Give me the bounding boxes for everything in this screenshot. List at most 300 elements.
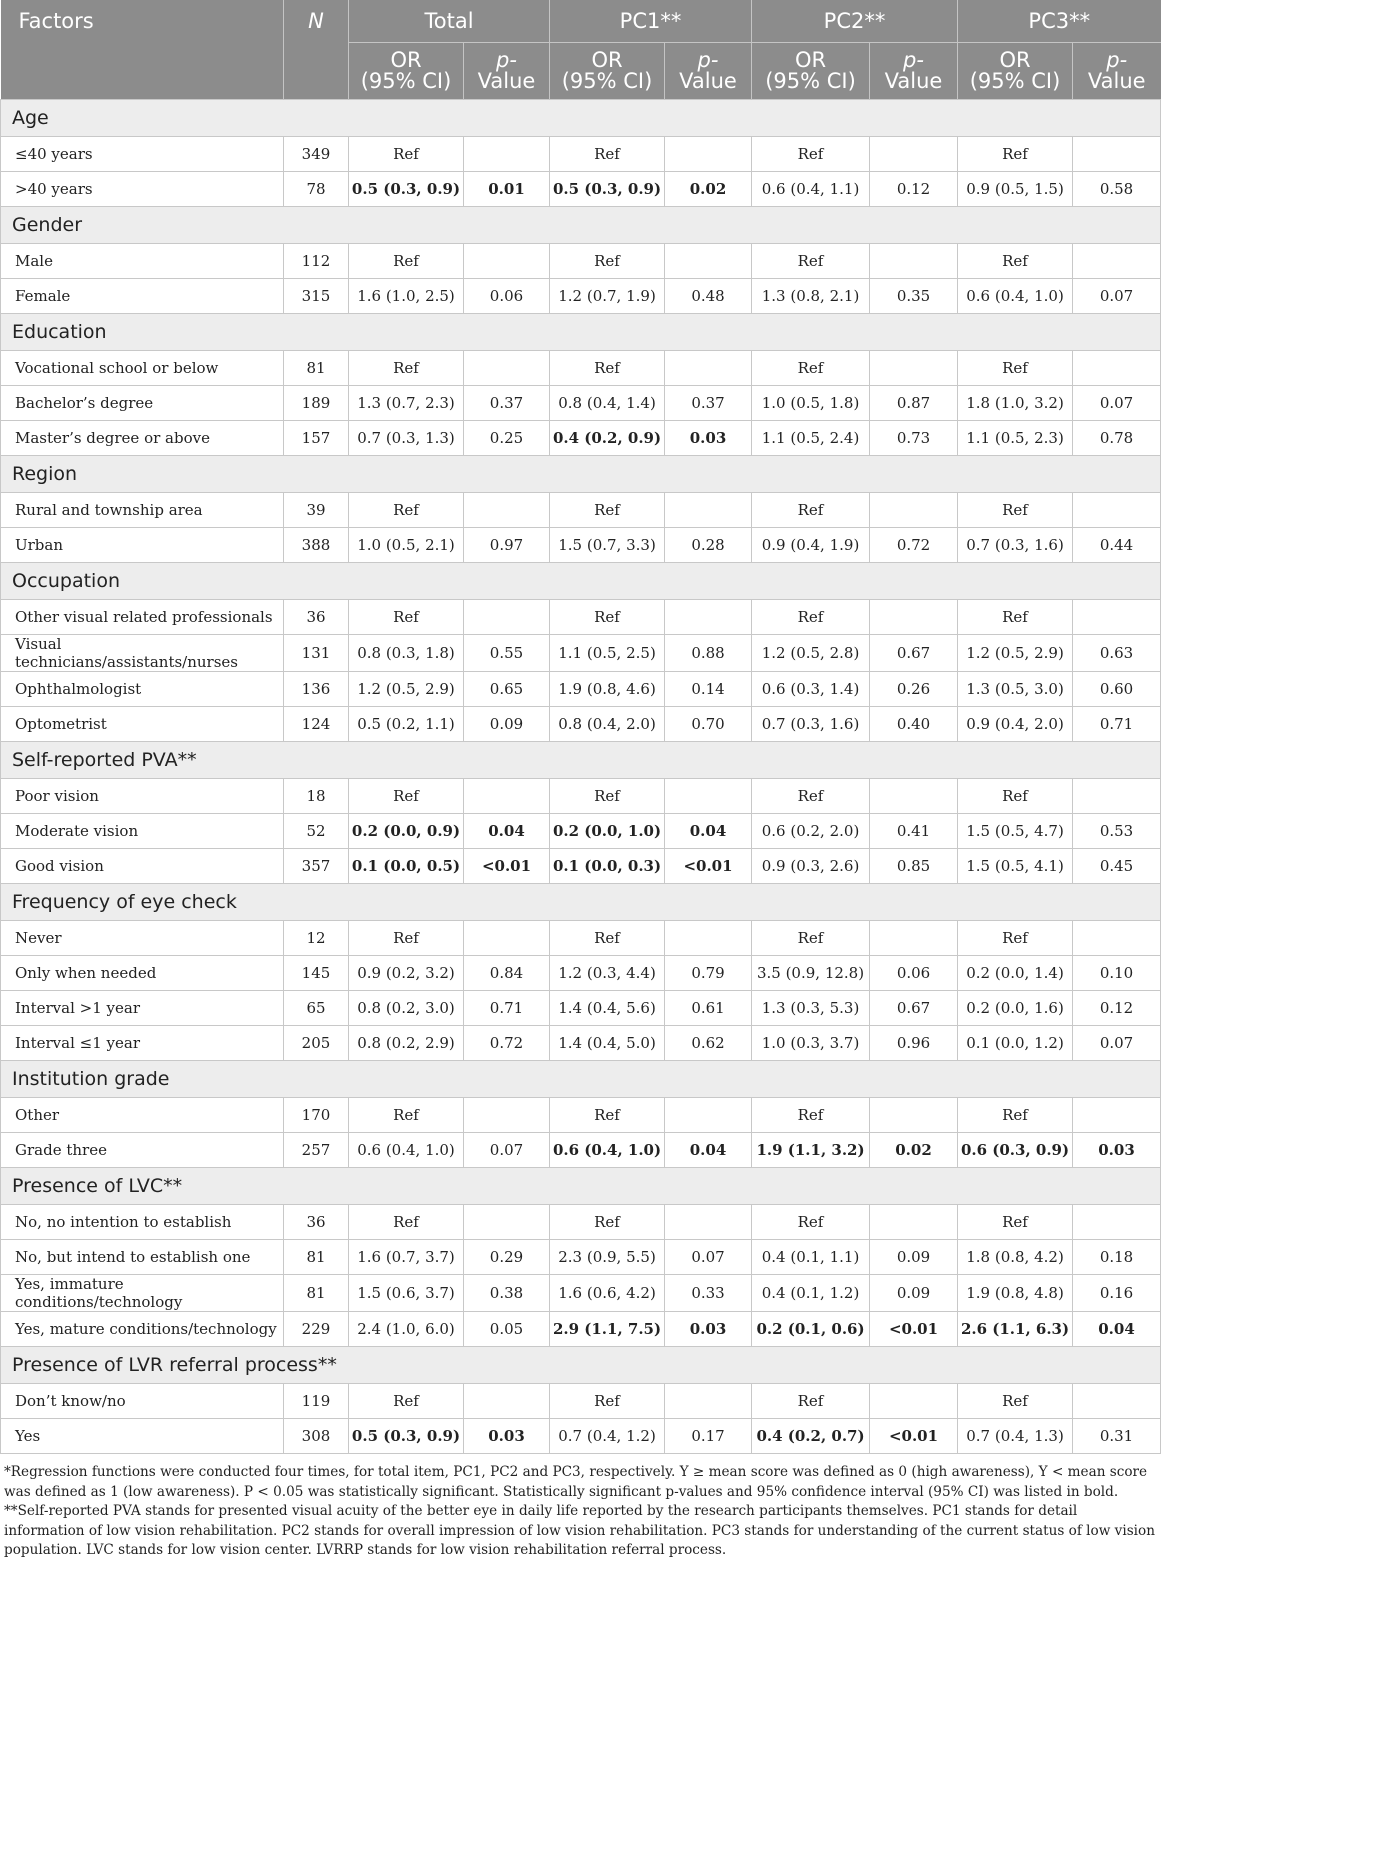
p-value-cell: 0.17 — [665, 1419, 752, 1454]
factor-label: Yes — [1, 1419, 284, 1454]
p-value-cell: <0.01 — [870, 1419, 958, 1454]
or-ci-cell: 0.7 (0.3, 1.6) — [958, 528, 1073, 563]
or-ci-cell: 0.8 (0.4, 1.4) — [550, 386, 665, 421]
p-value-cell — [1073, 1205, 1161, 1240]
p-value-cell: 0.04 — [665, 814, 752, 849]
table-row — [1, 1384, 1161, 1419]
category-title: Age — [1, 100, 1161, 137]
p-value-cell: 0.12 — [1073, 991, 1161, 1026]
or-ci-cell: 1.5 (0.5, 4.7) — [958, 814, 1073, 849]
or-ci-cell: 0.9 (0.2, 3.2) — [349, 956, 464, 991]
p-value-cell: 0.09 — [870, 1240, 958, 1275]
or-ci-cell: Ref — [958, 1098, 1073, 1133]
p-value-cell: 0.29 — [464, 1240, 550, 1275]
or-ci-cell: 0.2 (0.0, 1.6) — [958, 991, 1073, 1026]
p-value-cell: 0.45 — [1073, 849, 1161, 884]
or-ci-cell: Ref — [752, 600, 870, 635]
n-value: 65 — [284, 991, 349, 1026]
or-ci-cell: Ref — [752, 493, 870, 528]
or-ci-cell: 0.9 (0.3, 2.6) — [752, 849, 870, 884]
factor-label: Grade three — [1, 1133, 284, 1168]
or-ci-cell: Ref — [958, 779, 1073, 814]
or-ci-cell: 0.8 (0.2, 2.9) — [349, 1026, 464, 1061]
n-value: 12 — [284, 921, 349, 956]
or-ci-cell: 0.1 (0.0, 1.2) — [958, 1026, 1073, 1061]
or-ci-cell: 1.1 (0.5, 2.4) — [752, 421, 870, 456]
table-row — [1, 921, 1161, 956]
table-row — [1, 279, 1161, 314]
p-value-cell: 0.84 — [464, 956, 550, 991]
p-value-cell — [1073, 921, 1161, 956]
or-ci-cell: Ref — [752, 1384, 870, 1419]
or-ci-cell: 1.4 (0.4, 5.0) — [550, 1026, 665, 1061]
or-ci-cell: 1.6 (0.6, 4.2) — [550, 1275, 665, 1312]
table-row — [1, 1312, 1161, 1347]
p-value-cell — [870, 1205, 958, 1240]
or-ci-cell: 1.0 (0.5, 1.8) — [752, 386, 870, 421]
or-ci-cell: 0.1 (0.0, 0.5) — [349, 849, 464, 884]
table-row — [1, 1275, 1161, 1312]
p-value-cell: 0.71 — [464, 991, 550, 1026]
or-ci-cell: Ref — [958, 244, 1073, 279]
or-ci-cell: Ref — [958, 1384, 1073, 1419]
or-ci-cell: 2.3 (0.9, 5.5) — [550, 1240, 665, 1275]
category-title: Region — [1, 456, 1161, 493]
factor-label: Vocational school or below — [1, 351, 284, 386]
factor-label: Other — [1, 1098, 284, 1133]
factor-label: Optometrist — [1, 707, 284, 742]
or-ci-cell: 3.5 (0.9, 12.8) — [752, 956, 870, 991]
or-ci-cell: 0.4 (0.2, 0.9) — [550, 421, 665, 456]
factor-label: Rural and township area — [1, 493, 284, 528]
factor-label: No, no intention to establish — [1, 1205, 284, 1240]
p-value-cell: 0.38 — [464, 1275, 550, 1312]
table-row — [1, 814, 1161, 849]
or-ci-cell: Ref — [958, 493, 1073, 528]
or-ci-cell: 1.9 (1.1, 3.2) — [752, 1133, 870, 1168]
footnote-2: **Self-reported PVA stands for presented visual acuity of the better eye in daily life reported by the research participants themselves. PC1 stands for detail information of low vision rehabilitation. PC2 stands for overall impression of low vision rehabilitation. PC3 stands for understanding of the current status of low vision population. LVC stands for low vision center. LVRRP stands for low vision rehabilitation referral process. — [4, 1503, 1155, 1559]
or-ci-cell: Ref — [752, 351, 870, 386]
or-ci-cell: Ref — [958, 1205, 1073, 1240]
or-ci-cell: 2.4 (1.0, 6.0) — [349, 1312, 464, 1347]
or-ci-cell: Ref — [752, 244, 870, 279]
or-ci-cell: Ref — [752, 137, 870, 172]
or-ci-cell: Ref — [550, 351, 665, 386]
table-row — [1, 672, 1161, 707]
factor-label: Visual technicians/assistants/nurses — [1, 635, 284, 672]
or-ci-cell: 1.5 (0.6, 3.7) — [349, 1275, 464, 1312]
or-ci-cell: 1.2 (0.5, 2.9) — [349, 672, 464, 707]
p-value-cell: 0.04 — [665, 1133, 752, 1168]
category-row — [1, 742, 1161, 779]
or-ci-cell: Ref — [550, 921, 665, 956]
or-ci-cell: Ref — [550, 600, 665, 635]
table-row — [1, 1026, 1161, 1061]
table-row — [1, 707, 1161, 742]
or-ci-cell: 0.8 (0.2, 3.0) — [349, 991, 464, 1026]
p-value-cell — [665, 600, 752, 635]
or-ci-cell: 1.6 (1.0, 2.5) — [349, 279, 464, 314]
p-value-cell: 0.07 — [1073, 1026, 1161, 1061]
p-value-cell: 0.28 — [665, 528, 752, 563]
or-ci-cell: 0.2 (0.0, 0.9) — [349, 814, 464, 849]
p-value-cell: 0.71 — [1073, 707, 1161, 742]
p-value-cell — [464, 244, 550, 279]
p-value-cell: 0.60 — [1073, 672, 1161, 707]
or-ci-cell: 1.9 (0.8, 4.6) — [550, 672, 665, 707]
or-ci-cell: 0.9 (0.4, 2.0) — [958, 707, 1073, 742]
factor-label: Poor vision — [1, 779, 284, 814]
p-value-cell — [1073, 1384, 1161, 1419]
or-ci-cell: 0.6 (0.4, 1.0) — [349, 1133, 464, 1168]
p-value-cell: 0.85 — [870, 849, 958, 884]
table-row — [1, 1098, 1161, 1133]
p-value-cell: 0.31 — [1073, 1419, 1161, 1454]
p-value-cell: 0.78 — [1073, 421, 1161, 456]
or-ci-cell: Ref — [349, 779, 464, 814]
p-value-cell: 0.07 — [1073, 386, 1161, 421]
table-row — [1, 351, 1161, 386]
or-ci-cell: 2.6 (1.1, 6.3) — [958, 1312, 1073, 1347]
p-value-cell — [464, 600, 550, 635]
or-ci-cell: Ref — [958, 600, 1073, 635]
p-value-cell — [870, 1384, 958, 1419]
p-value-cell: 0.55 — [464, 635, 550, 672]
p-value-cell: <0.01 — [870, 1312, 958, 1347]
p-value-cell: <0.01 — [665, 849, 752, 884]
p-value-cell: 0.18 — [1073, 1240, 1161, 1275]
category-row — [1, 1168, 1161, 1205]
factor-label: >40 years — [1, 172, 284, 207]
or-ci-cell: Ref — [958, 351, 1073, 386]
or-ci-cell: Ref — [550, 1205, 665, 1240]
or-ci-cell: 0.6 (0.4, 1.0) — [550, 1133, 665, 1168]
or-ci-cell: 0.8 (0.3, 1.8) — [349, 635, 464, 672]
factor-label: Urban — [1, 528, 284, 563]
p-value-cell — [870, 493, 958, 528]
category-title: Frequency of eye check — [1, 884, 1161, 921]
header-or-ci: OR (95% CI) — [752, 43, 870, 100]
table-row — [1, 1240, 1161, 1275]
p-value-cell — [464, 1384, 550, 1419]
or-ci-cell: Ref — [349, 244, 464, 279]
header-group-pc1: PC1** — [550, 0, 752, 43]
header-factors-blank — [1, 43, 284, 100]
table-footnotes — [4, 1463, 1158, 1561]
or-ci-cell: 0.5 (0.3, 0.9) — [349, 172, 464, 207]
p-value-cell: 0.07 — [1073, 279, 1161, 314]
or-ci-cell: 0.5 (0.2, 1.1) — [349, 707, 464, 742]
header-or-ci: OR (95% CI) — [349, 43, 464, 100]
table-header — [1, 0, 1161, 100]
p-value-cell — [464, 1098, 550, 1133]
p-value-cell: 0.26 — [870, 672, 958, 707]
or-ci-cell: 0.6 (0.4, 1.1) — [752, 172, 870, 207]
category-title: Occupation — [1, 563, 1161, 600]
or-ci-cell: 0.4 (0.1, 1.2) — [752, 1275, 870, 1312]
p-value-cell: 0.09 — [870, 1275, 958, 1312]
or-ci-cell: 1.8 (1.0, 3.2) — [958, 386, 1073, 421]
p-value-cell — [1073, 779, 1161, 814]
or-ci-cell: Ref — [550, 493, 665, 528]
factor-label: ≤40 years — [1, 137, 284, 172]
n-value: 36 — [284, 600, 349, 635]
category-title: Presence of LVC** — [1, 1168, 1161, 1205]
p-value-cell: 0.48 — [665, 279, 752, 314]
p-value-cell: 0.53 — [1073, 814, 1161, 849]
category-row — [1, 456, 1161, 493]
header-p-value: p- Value — [870, 43, 958, 100]
p-value-cell — [464, 137, 550, 172]
table-row — [1, 386, 1161, 421]
p-value-cell: <0.01 — [464, 849, 550, 884]
category-row — [1, 1061, 1161, 1098]
or-ci-cell: 1.4 (0.4, 5.6) — [550, 991, 665, 1026]
p-value-cell — [665, 137, 752, 172]
p-value-cell — [1073, 351, 1161, 386]
category-title: Institution grade — [1, 1061, 1161, 1098]
p-value-cell: 0.72 — [464, 1026, 550, 1061]
n-value: 36 — [284, 1205, 349, 1240]
or-ci-cell: 0.1 (0.0, 0.3) — [550, 849, 665, 884]
or-ci-cell: 0.8 (0.4, 2.0) — [550, 707, 665, 742]
category-title: Presence of LVR referral process** — [1, 1347, 1161, 1384]
n-value: 18 — [284, 779, 349, 814]
p-value-cell: 0.02 — [665, 172, 752, 207]
p-value-cell: 0.05 — [464, 1312, 550, 1347]
p-value-cell: 0.03 — [665, 1312, 752, 1347]
category-title: Gender — [1, 207, 1161, 244]
table-body — [1, 100, 1161, 1454]
n-value: 81 — [284, 351, 349, 386]
p-value-cell: 0.09 — [464, 707, 550, 742]
or-ci-cell: 1.0 (0.5, 2.1) — [349, 528, 464, 563]
table-row — [1, 991, 1161, 1026]
n-value: 189 — [284, 386, 349, 421]
factor-label: Never — [1, 921, 284, 956]
factor-label: No, but intend to establish one — [1, 1240, 284, 1275]
or-ci-cell: Ref — [349, 600, 464, 635]
p-value-cell — [665, 921, 752, 956]
or-ci-cell: Ref — [752, 1098, 870, 1133]
factor-label: Good vision — [1, 849, 284, 884]
p-value-cell — [665, 1384, 752, 1419]
or-ci-cell: 0.5 (0.3, 0.9) — [349, 1419, 464, 1454]
or-ci-cell: Ref — [752, 921, 870, 956]
or-ci-cell: 1.8 (0.8, 4.2) — [958, 1240, 1073, 1275]
or-ci-cell: Ref — [349, 493, 464, 528]
or-ci-cell: Ref — [550, 1384, 665, 1419]
header-p-value: p- Value — [665, 43, 752, 100]
p-value-cell — [870, 137, 958, 172]
or-ci-cell: Ref — [349, 921, 464, 956]
p-value-cell — [1073, 1098, 1161, 1133]
or-ci-cell: Ref — [349, 137, 464, 172]
p-value-cell: 0.72 — [870, 528, 958, 563]
category-title: Self-reported PVA** — [1, 742, 1161, 779]
p-value-cell — [870, 600, 958, 635]
factor-label: Don’t know/no — [1, 1384, 284, 1419]
or-ci-cell: Ref — [550, 1098, 665, 1133]
or-ci-cell: Ref — [752, 1205, 870, 1240]
category-row — [1, 207, 1161, 244]
or-ci-cell: 0.5 (0.3, 0.9) — [550, 172, 665, 207]
p-value-cell: 0.01 — [464, 172, 550, 207]
n-value: 157 — [284, 421, 349, 456]
p-value-cell: 0.03 — [464, 1419, 550, 1454]
p-value-cell: 0.70 — [665, 707, 752, 742]
p-value-cell — [464, 351, 550, 386]
p-value-cell: 0.37 — [464, 386, 550, 421]
p-value-cell: 0.03 — [1073, 1133, 1161, 1168]
table-row — [1, 779, 1161, 814]
p-value-cell — [1073, 137, 1161, 172]
or-ci-cell: Ref — [958, 137, 1073, 172]
n-value: 308 — [284, 1419, 349, 1454]
n-value: 170 — [284, 1098, 349, 1133]
or-ci-cell: 0.7 (0.3, 1.3) — [349, 421, 464, 456]
or-ci-cell: Ref — [550, 244, 665, 279]
or-ci-cell: Ref — [550, 137, 665, 172]
or-ci-cell: 0.2 (0.1, 0.6) — [752, 1312, 870, 1347]
or-ci-cell: Ref — [349, 351, 464, 386]
p-value-cell: 0.04 — [464, 814, 550, 849]
p-value-cell — [870, 1098, 958, 1133]
or-ci-cell: Ref — [349, 1384, 464, 1419]
or-ci-cell: 1.2 (0.5, 2.8) — [752, 635, 870, 672]
factor-label: Master’s degree or above — [1, 421, 284, 456]
p-value-cell: 0.40 — [870, 707, 958, 742]
p-value-cell: 0.35 — [870, 279, 958, 314]
n-value: 145 — [284, 956, 349, 991]
table-row — [1, 528, 1161, 563]
p-value-cell — [1073, 244, 1161, 279]
n-value: 136 — [284, 672, 349, 707]
n-value: 257 — [284, 1133, 349, 1168]
table-row — [1, 1419, 1161, 1454]
table-row — [1, 635, 1161, 672]
or-ci-cell: Ref — [958, 921, 1073, 956]
n-value: 124 — [284, 707, 349, 742]
p-value-cell: 0.63 — [1073, 635, 1161, 672]
n-value: 81 — [284, 1240, 349, 1275]
factor-label: Female — [1, 279, 284, 314]
factor-label: Other visual related professionals — [1, 600, 284, 635]
p-value-cell: 0.10 — [1073, 956, 1161, 991]
header-group-pc3: PC3** — [958, 0, 1161, 43]
p-value-cell: 0.02 — [870, 1133, 958, 1168]
category-row — [1, 563, 1161, 600]
n-value: 78 — [284, 172, 349, 207]
p-value-cell — [870, 244, 958, 279]
n-value: 119 — [284, 1384, 349, 1419]
p-value-cell: 0.87 — [870, 386, 958, 421]
p-value-cell — [870, 351, 958, 386]
table-row — [1, 137, 1161, 172]
or-ci-cell: 1.9 (0.8, 4.8) — [958, 1275, 1073, 1312]
or-ci-cell: 0.9 (0.5, 1.5) — [958, 172, 1073, 207]
n-value: 81 — [284, 1275, 349, 1312]
or-ci-cell: 1.3 (0.8, 2.1) — [752, 279, 870, 314]
category-row — [1, 1347, 1161, 1384]
category-title: Education — [1, 314, 1161, 351]
n-value: 357 — [284, 849, 349, 884]
p-value-cell: 0.97 — [464, 528, 550, 563]
n-value: 205 — [284, 1026, 349, 1061]
p-value-cell: 0.33 — [665, 1275, 752, 1312]
header-p-value: p- Value — [464, 43, 550, 100]
or-ci-cell: 1.5 (0.7, 3.3) — [550, 528, 665, 563]
or-ci-cell: 1.3 (0.5, 3.0) — [958, 672, 1073, 707]
or-ci-cell: 0.2 (0.0, 1.4) — [958, 956, 1073, 991]
or-ci-cell: 1.1 (0.5, 2.3) — [958, 421, 1073, 456]
p-value-cell: 0.41 — [870, 814, 958, 849]
or-ci-cell: Ref — [349, 1205, 464, 1240]
p-value-cell — [1073, 493, 1161, 528]
n-value: 52 — [284, 814, 349, 849]
table-row — [1, 172, 1161, 207]
category-row — [1, 884, 1161, 921]
p-value-cell — [464, 921, 550, 956]
category-row — [1, 100, 1161, 137]
or-ci-cell: 0.6 (0.3, 0.9) — [958, 1133, 1073, 1168]
p-value-cell: 0.79 — [665, 956, 752, 991]
p-value-cell — [665, 1205, 752, 1240]
table-row — [1, 421, 1161, 456]
n-value: 112 — [284, 244, 349, 279]
p-value-cell: 0.61 — [665, 991, 752, 1026]
p-value-cell — [464, 1205, 550, 1240]
p-value-cell: 0.37 — [665, 386, 752, 421]
p-value-cell: 0.14 — [665, 672, 752, 707]
or-ci-cell: 0.7 (0.4, 1.2) — [550, 1419, 665, 1454]
or-ci-cell: 1.2 (0.3, 4.4) — [550, 956, 665, 991]
factor-label: Ophthalmologist — [1, 672, 284, 707]
p-value-cell — [870, 779, 958, 814]
p-value-cell — [665, 779, 752, 814]
n-value: 388 — [284, 528, 349, 563]
or-ci-cell: Ref — [752, 779, 870, 814]
or-ci-cell: Ref — [349, 1098, 464, 1133]
p-value-cell — [665, 351, 752, 386]
header-factors: Factors — [1, 0, 284, 43]
or-ci-cell: 0.7 (0.4, 1.3) — [958, 1419, 1073, 1454]
p-value-cell: 0.44 — [1073, 528, 1161, 563]
or-ci-cell: 1.2 (0.5, 2.9) — [958, 635, 1073, 672]
table-row — [1, 849, 1161, 884]
table-row — [1, 956, 1161, 991]
p-value-cell: 0.06 — [464, 279, 550, 314]
or-ci-cell: 0.4 (0.1, 1.1) — [752, 1240, 870, 1275]
n-value: 131 — [284, 635, 349, 672]
factor-label: Bachelor’s degree — [1, 386, 284, 421]
p-value-cell: 0.07 — [665, 1240, 752, 1275]
header-n-blank — [284, 43, 349, 100]
p-value-cell — [665, 1098, 752, 1133]
factor-label: Yes, immature conditions/technology — [1, 1275, 284, 1312]
or-ci-cell: 0.6 (0.3, 1.4) — [752, 672, 870, 707]
n-value: 349 — [284, 137, 349, 172]
p-value-cell — [1073, 600, 1161, 635]
category-row — [1, 314, 1161, 351]
p-value-cell: 0.65 — [464, 672, 550, 707]
p-value-cell: 0.96 — [870, 1026, 958, 1061]
or-ci-cell: 1.2 (0.7, 1.9) — [550, 279, 665, 314]
table-row — [1, 493, 1161, 528]
or-ci-cell: 0.6 (0.2, 2.0) — [752, 814, 870, 849]
p-value-cell: 0.07 — [464, 1133, 550, 1168]
p-value-cell — [464, 779, 550, 814]
